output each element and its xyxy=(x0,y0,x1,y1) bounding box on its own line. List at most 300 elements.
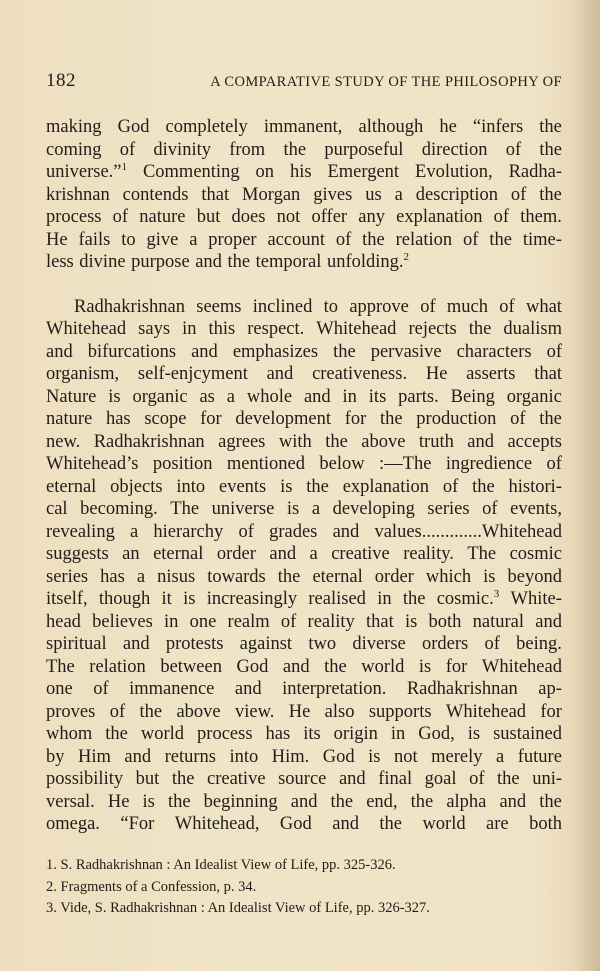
word: not xyxy=(394,746,418,767)
text-line xyxy=(46,566,562,589)
word: :—The xyxy=(379,454,432,474)
word: of xyxy=(469,769,485,789)
word: eternal xyxy=(153,544,204,564)
word: developing xyxy=(332,499,415,519)
word: the xyxy=(539,409,562,429)
word: He xyxy=(107,791,130,812)
word: The xyxy=(467,544,497,564)
word: completely xyxy=(165,117,248,137)
word: protests xyxy=(165,634,224,654)
word: explanation xyxy=(342,476,430,497)
word: is xyxy=(183,589,196,609)
word: and xyxy=(122,634,150,654)
word: God xyxy=(279,814,312,834)
text-line xyxy=(46,431,562,454)
word: of xyxy=(280,611,297,632)
word: world xyxy=(361,656,405,677)
word: God xyxy=(236,656,269,677)
word: says xyxy=(138,319,171,339)
word: nature xyxy=(46,409,93,429)
word: for xyxy=(445,656,468,677)
word: any xyxy=(358,207,385,227)
text-line xyxy=(46,184,562,207)
word: has xyxy=(265,724,291,744)
word: of xyxy=(119,139,136,160)
word: relation xyxy=(395,229,453,250)
word: a xyxy=(309,544,318,564)
word: Whitehead, xyxy=(174,814,260,834)
word: series xyxy=(46,566,89,587)
word: that xyxy=(366,611,394,632)
word: ingredience xyxy=(445,454,533,474)
word: values.............Whitehead xyxy=(374,521,562,542)
word: interpretation. xyxy=(282,679,387,699)
word: the xyxy=(468,319,492,339)
word: Morgan xyxy=(242,184,301,205)
word: and xyxy=(195,252,222,272)
word: Whitehead xyxy=(46,319,127,339)
body-text xyxy=(46,116,562,836)
text-line xyxy=(46,588,562,611)
word: between xyxy=(160,656,222,677)
word: mentioned xyxy=(226,454,305,474)
word: of xyxy=(109,701,126,722)
word: Radhakrishnan xyxy=(406,679,518,699)
word: uni- xyxy=(532,769,562,789)
word: parts. xyxy=(398,386,439,407)
word: both xyxy=(529,814,562,834)
word: is xyxy=(483,566,496,587)
word: one xyxy=(189,611,217,632)
word: the xyxy=(333,341,356,362)
word: revealing xyxy=(46,521,115,542)
word: the xyxy=(277,566,301,587)
word: view. xyxy=(234,701,275,722)
word: of xyxy=(420,296,436,317)
word: fails xyxy=(78,229,111,250)
word: contends xyxy=(122,184,189,205)
word: new. xyxy=(46,431,81,452)
word: that xyxy=(201,184,230,205)
word: realm xyxy=(227,611,270,632)
word: final xyxy=(378,769,413,789)
word: is xyxy=(467,724,481,744)
word: in xyxy=(377,589,392,609)
word: is xyxy=(418,656,432,677)
word: Being xyxy=(450,386,495,407)
word: krishnan xyxy=(46,184,110,205)
word: agrees xyxy=(218,431,266,452)
word: truth xyxy=(418,431,454,452)
word: much xyxy=(446,296,488,317)
word: whole xyxy=(246,386,293,407)
word: relation xyxy=(89,656,146,677)
word: them. xyxy=(520,207,562,227)
word: versal. xyxy=(46,791,95,812)
word: of xyxy=(442,476,459,497)
word: a xyxy=(496,746,505,767)
word: world xyxy=(140,724,185,744)
word: organic xyxy=(506,386,562,407)
word: respect. xyxy=(247,319,305,339)
word: to xyxy=(323,296,339,317)
word: a xyxy=(311,499,321,519)
word: and xyxy=(303,386,331,407)
text-line xyxy=(46,341,562,364)
page-header xyxy=(46,70,562,92)
word: process xyxy=(197,724,253,744)
word: the xyxy=(325,431,348,452)
word: a xyxy=(136,566,146,587)
text-line xyxy=(46,139,562,162)
word: his xyxy=(289,162,312,182)
word: but xyxy=(196,207,221,227)
word: of xyxy=(505,139,522,160)
word: is xyxy=(142,791,155,812)
word: but xyxy=(135,769,160,789)
word: and xyxy=(467,431,495,452)
page-edge-shadow xyxy=(572,0,600,971)
text-line xyxy=(46,251,562,274)
text-line xyxy=(46,521,562,544)
word: origin xyxy=(333,724,378,744)
text-line xyxy=(46,318,562,341)
word: unfolding.$^2$ xyxy=(326,250,410,272)
word: in xyxy=(390,724,406,744)
word: one xyxy=(46,679,73,699)
word: characters xyxy=(456,341,532,362)
text-line xyxy=(46,386,562,409)
word: into xyxy=(229,746,259,767)
text-line xyxy=(46,723,562,746)
word: it xyxy=(161,589,172,609)
word: the xyxy=(362,229,385,250)
word: he xyxy=(439,117,457,137)
word: Whitehead xyxy=(445,701,527,722)
word: suggests xyxy=(46,544,109,564)
word: the xyxy=(324,656,347,677)
word: and xyxy=(266,364,294,384)
word: and xyxy=(332,814,359,834)
word: both xyxy=(428,611,462,632)
word: Emergent xyxy=(327,162,400,182)
word: immanent, xyxy=(263,117,343,137)
word: the xyxy=(497,769,520,789)
text-line xyxy=(46,453,562,476)
word: divinity xyxy=(153,139,211,160)
word: this xyxy=(208,319,236,339)
word: dualism xyxy=(503,319,562,339)
word: purposeful xyxy=(324,139,404,160)
word: He xyxy=(425,364,448,384)
word: below xyxy=(319,454,365,474)
word: though xyxy=(98,589,151,609)
word: also xyxy=(324,701,355,722)
word: and xyxy=(499,791,527,812)
word: making xyxy=(46,117,102,137)
word: of xyxy=(510,184,527,205)
word: nisus xyxy=(157,566,196,587)
word: objects xyxy=(110,476,163,497)
word: divine xyxy=(79,252,126,272)
word: by xyxy=(46,746,65,767)
word: omega. xyxy=(46,814,100,834)
word: approve xyxy=(349,296,409,317)
word: “For xyxy=(120,814,155,834)
word: the xyxy=(105,724,128,744)
word: inclined xyxy=(252,296,313,317)
word: increasingly xyxy=(206,589,298,609)
text-line xyxy=(46,746,562,769)
word: the xyxy=(139,701,163,722)
word: creative xyxy=(331,544,390,564)
word: has xyxy=(100,566,125,587)
word: gives xyxy=(313,184,353,205)
word: for xyxy=(200,409,222,429)
word: the xyxy=(402,589,426,609)
word: for xyxy=(344,409,367,429)
word: as xyxy=(199,386,215,407)
word: towards xyxy=(207,566,266,587)
word: cosmic.$^3$ xyxy=(436,587,500,609)
word: less xyxy=(46,252,74,272)
word: and xyxy=(290,791,318,812)
word: series xyxy=(427,499,470,519)
footnote: 3. Vide, S. Radhakrishnan : An Idealist View of Life, pp. 326-327. xyxy=(46,900,430,916)
footnote: 2. Fragments of a Confession, p. 34. xyxy=(46,878,257,895)
word: cosmic xyxy=(509,544,562,564)
word: against xyxy=(239,634,293,654)
word: realised xyxy=(308,589,366,609)
word: becoming. xyxy=(80,499,158,519)
word: self-enjcyment xyxy=(137,364,248,384)
word: the xyxy=(379,814,402,834)
word: asserts xyxy=(466,364,516,384)
text-line xyxy=(46,656,562,679)
word: of xyxy=(238,521,254,542)
word: itself, xyxy=(46,589,88,609)
word: events, xyxy=(510,499,562,519)
word: nature xyxy=(139,207,186,227)
word: world xyxy=(422,814,466,834)
word: proves xyxy=(46,701,96,722)
text-line xyxy=(46,611,562,634)
word: scope xyxy=(144,409,187,429)
word: He xyxy=(46,229,68,250)
word: universe.”$^1$ xyxy=(46,160,128,182)
word: is xyxy=(108,386,121,407)
word: the xyxy=(283,139,307,160)
word: Whitehead xyxy=(316,319,397,339)
word: and xyxy=(46,341,73,362)
word: Commenting xyxy=(142,162,240,182)
word: which xyxy=(425,566,472,587)
word: the xyxy=(379,409,403,429)
word: in xyxy=(182,319,197,339)
footnotes xyxy=(46,855,562,920)
word: description xyxy=(415,184,498,205)
word: ap- xyxy=(538,679,562,699)
word: the xyxy=(410,791,434,812)
word: of xyxy=(463,229,479,250)
word: for xyxy=(540,701,562,722)
word: supports xyxy=(368,701,432,722)
word: of xyxy=(510,409,526,429)
word: universe xyxy=(211,499,275,519)
word: the xyxy=(489,229,512,250)
word: of xyxy=(482,499,498,519)
word: above xyxy=(176,701,221,722)
word: end, xyxy=(366,791,398,812)
word: development xyxy=(235,409,331,429)
word: emphasizes xyxy=(232,341,319,362)
word: Him. xyxy=(271,746,310,767)
word: and xyxy=(332,521,360,542)
word: that xyxy=(534,364,562,384)
word: is xyxy=(404,611,418,632)
word: and xyxy=(191,341,218,362)
word: Whitehead xyxy=(481,656,562,677)
word: eternal xyxy=(46,476,97,497)
word: does xyxy=(231,207,266,227)
footnote: 1. S. Radhakrishnan : An Idealist View of Life, pp. 325-326. xyxy=(46,857,396,873)
word: us xyxy=(365,184,382,205)
word: organic xyxy=(132,386,188,407)
word: Radhakrishnan xyxy=(74,296,185,317)
word: cal xyxy=(46,499,68,519)
word: to xyxy=(121,229,136,250)
word: position xyxy=(152,454,213,474)
word: the xyxy=(539,184,562,205)
word: goal xyxy=(424,769,457,789)
text-line xyxy=(46,633,562,656)
word: has xyxy=(105,409,131,429)
word: immanence xyxy=(129,679,215,699)
word: rejects xyxy=(408,319,457,339)
word: The xyxy=(170,499,200,519)
word: grades xyxy=(269,521,318,542)
word: possibility xyxy=(46,769,124,789)
text-line xyxy=(46,363,562,386)
word: are xyxy=(486,814,509,834)
text-line xyxy=(46,206,562,229)
word: its xyxy=(303,724,321,744)
word: purpose xyxy=(131,252,190,272)
text-line xyxy=(46,768,562,791)
word: in xyxy=(342,386,357,407)
word: Whitehead’s xyxy=(46,454,139,474)
word: natural xyxy=(472,611,525,632)
word: head xyxy=(46,611,81,632)
word: although xyxy=(358,117,424,137)
word: Nature xyxy=(46,386,97,407)
text-line xyxy=(46,543,562,566)
word: not xyxy=(276,207,301,227)
word: and xyxy=(338,769,366,789)
word: God xyxy=(117,117,150,137)
word: eternal xyxy=(312,566,363,587)
word: source xyxy=(278,769,327,789)
word: reality xyxy=(307,611,355,632)
word: production xyxy=(416,409,497,429)
word: bifurcations xyxy=(87,341,177,362)
word: of xyxy=(93,679,109,699)
word: The xyxy=(46,656,75,677)
word: is xyxy=(280,476,293,497)
word: the xyxy=(539,139,562,160)
text-line xyxy=(46,678,562,701)
word: account xyxy=(267,229,325,250)
word: order xyxy=(216,544,256,564)
word: pervasive xyxy=(370,341,442,362)
word: organism, xyxy=(46,364,120,384)
word: and xyxy=(535,611,562,632)
word: believes xyxy=(92,611,153,632)
word: with xyxy=(278,431,312,452)
word: hierarchy xyxy=(153,521,224,542)
word: process xyxy=(46,207,102,227)
text-line xyxy=(46,476,562,499)
word: its xyxy=(368,386,387,407)
word: two xyxy=(308,634,337,654)
word: Radhakrishnan xyxy=(93,431,205,452)
word: direction xyxy=(421,139,488,160)
text-line xyxy=(46,296,562,319)
word: coming xyxy=(46,139,102,160)
word: “infers xyxy=(472,117,524,137)
word: spiritual xyxy=(46,634,107,654)
word: of xyxy=(546,454,562,474)
word: of xyxy=(112,207,129,227)
word: God, xyxy=(418,724,455,744)
word: reality. xyxy=(403,544,454,564)
word: He xyxy=(288,701,311,722)
word: the xyxy=(167,791,191,812)
word: an xyxy=(122,544,140,564)
word: explanation xyxy=(396,207,483,227)
word: of xyxy=(546,341,562,362)
word: Evolution, xyxy=(415,162,493,182)
word: a xyxy=(130,521,139,542)
word: the xyxy=(330,791,354,812)
word: and xyxy=(124,746,152,767)
word: creative xyxy=(207,769,266,789)
text-line xyxy=(46,813,562,836)
word: alpha xyxy=(446,791,487,812)
word: White- xyxy=(510,589,562,609)
word: give xyxy=(146,229,179,250)
word: orders xyxy=(422,634,469,654)
text-line xyxy=(46,116,562,139)
word: above xyxy=(361,431,406,452)
word: whom xyxy=(46,724,93,744)
word: diverse xyxy=(352,634,406,654)
word: is xyxy=(368,746,381,767)
word: Radha- xyxy=(508,162,562,182)
word: being. xyxy=(516,634,562,654)
word: events xyxy=(219,476,267,497)
paragraph-gap xyxy=(46,274,562,296)
text-line xyxy=(46,498,562,521)
word: the xyxy=(539,117,562,137)
word: accepts xyxy=(507,431,562,452)
page-number: 182 xyxy=(46,70,76,91)
word: in xyxy=(164,611,179,632)
word: merely xyxy=(431,746,483,767)
word: beyond xyxy=(507,566,562,587)
word: creativeness. xyxy=(312,364,408,384)
word: offer xyxy=(311,207,348,227)
